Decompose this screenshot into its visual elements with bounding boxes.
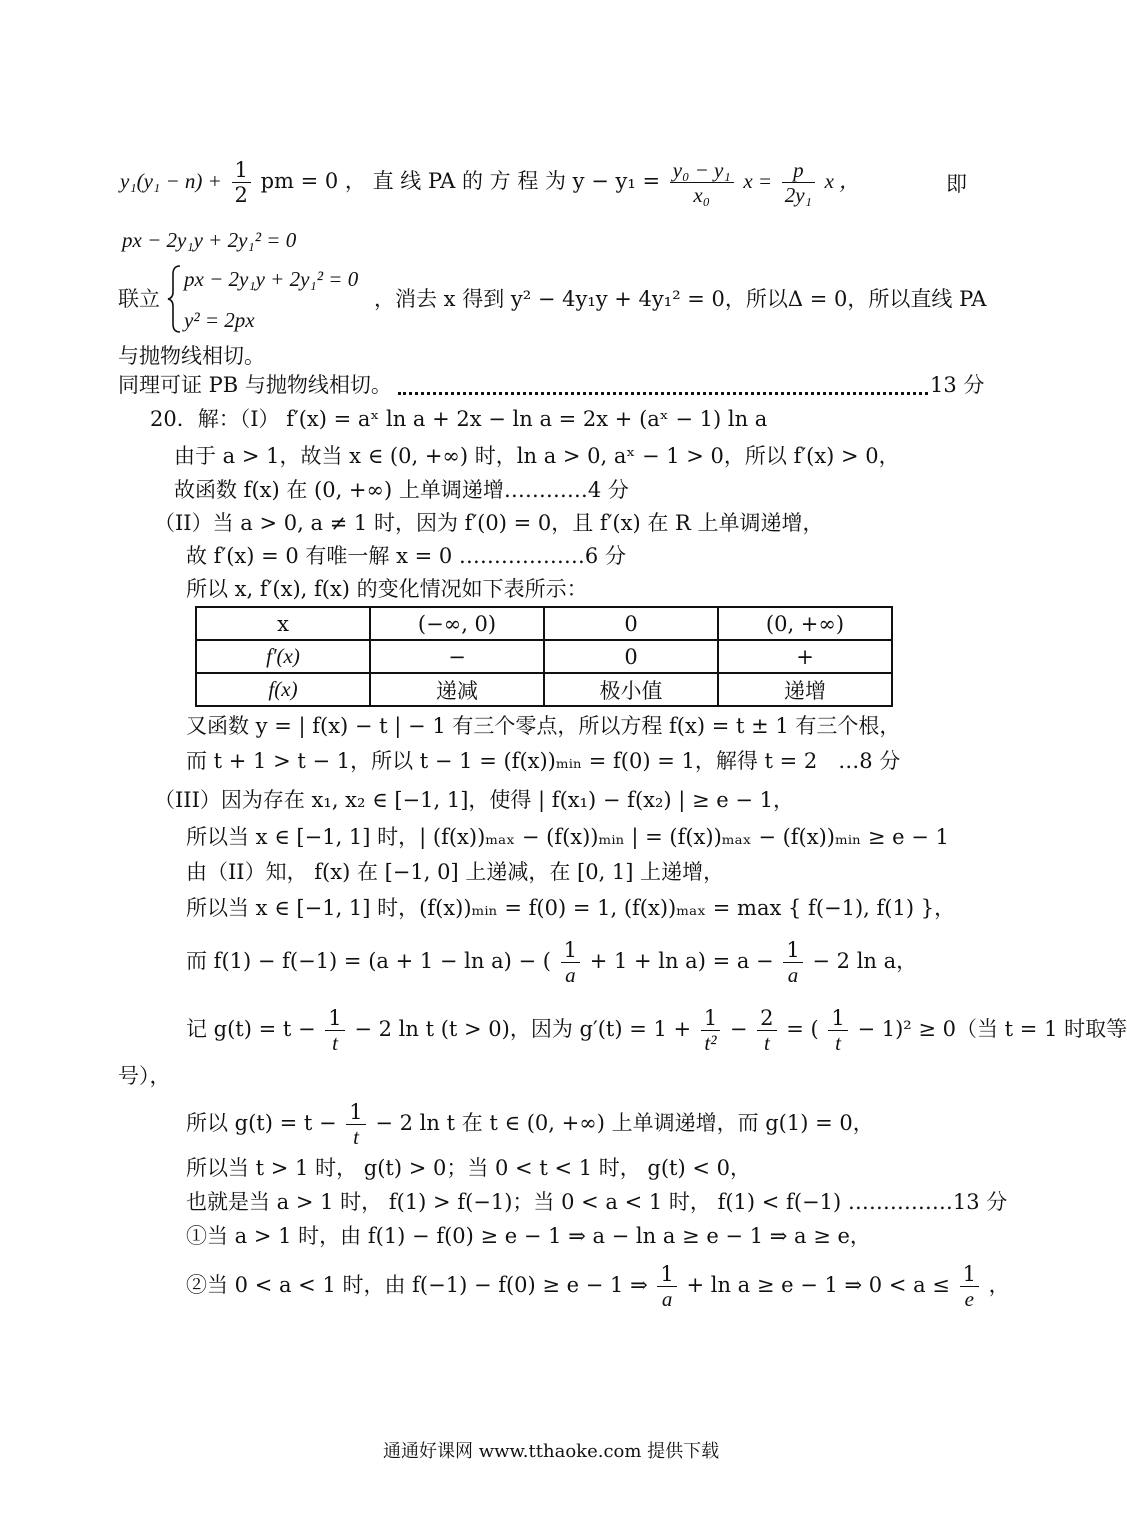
line-1: y₁(y₁ − n) + $\frac{1}{2}$ pm = 0 ， 直 线 PA 的 方 程 为 y − y₁ = $\frac{\text{y₀ − y₁}}{\text{x₀}}$ x = $\frac{p}{\text{2y₁}}$ x ， (120, 158, 861, 208)
brace-icon (166, 264, 182, 334)
table-cell: f(x) (196, 673, 370, 706)
page-footer: 通通好课网 www.tthaoke.com 提供下载 (383, 1441, 720, 1462)
line-19: 记 g(t) = t − $\frac{1}{t}$ − 2 ln t (t > 0)，因为 g′(t) = 1 + $\frac{1}{\text{t²}}$ − $\frac{2}{t}$ = ( $\frac{1}{t}$ − 1)² ≥ 0（当 t = 1 时取等 (186, 1006, 1127, 1056)
fraction: $\frac{1}{t}$ (828, 1006, 847, 1055)
eq-text: pm = 0 ， 直 线 PA 的 方 程 为 y − y₁ = (260, 169, 661, 194)
line-22: 所以当 t > 1 时， g(t) > 0；当 0 < t < 1 时， g(t) < 0， (186, 1156, 751, 1180)
system-eq-2: y² = 2px (184, 308, 255, 332)
line-6: 20．解：（I） f′(x) = aˣ ln a + 2x − ln a = 2x + (aˣ − 1) ln a (150, 407, 768, 431)
fraction: $\frac{1}{\text{t²}}$ (701, 1006, 720, 1055)
table-cell: 递减 (370, 673, 544, 706)
dotted-leader (398, 392, 928, 395)
variation-table (195, 606, 893, 707)
line-21: 所以 g(t) = t − $\frac{1}{t}$ − 2 ln t 在 t ∈ (0, +∞) 上单调递增，而 g(1) = 0， (186, 1100, 874, 1150)
fraction: $\frac{1}{a}$ (561, 938, 580, 987)
line-11: 所以 x, f′(x), f(x) 的变化情况如下表所示： (186, 577, 588, 601)
line-3-rest: ，消去 x 得到 y² − 4y₁y + 4y₁² = 0，所以Δ = 0，所以直线 PA (374, 287, 987, 311)
table-cell: − (370, 640, 544, 673)
line-4: 与抛物线相切。 (118, 344, 265, 368)
fraction-p: $\frac{p}{\text{2y₁}}$ (782, 158, 815, 207)
line-2: px − 2y₁y + 2y₁² = 0 (122, 228, 297, 252)
line-7: 由于 a > 1，故当 x ∈ (0, +∞) 时，ln a > 0, aˣ − 1 > 0，所以 f′(x) > 0， (174, 444, 900, 468)
line-3-lianli: 联立 (118, 287, 160, 311)
system-eq-1: px − 2y₁y + 2y₁² = 0 (184, 267, 359, 291)
fraction: $\frac{1}{e}$ (960, 1262, 979, 1311)
line-25: ②当 0 < a < 1 时，由 f(−1) − f(0) ≥ e − 1 ⇒ $\frac{1}{a}$ + ln a ≥ e − 1 ⇒ 0 < a ≤ $\frac{1}{e}$ ， (186, 1262, 1010, 1312)
table-cell: 递增 (718, 673, 892, 706)
table-cell: 极小值 (544, 673, 718, 706)
line-24: ①当 a > 1 时，由 f(1) − f(0) ≥ e − 1 ⇒ a − ln a ≥ e − 1 ⇒ a ≥ e， (186, 1224, 871, 1248)
fraction-slope: $\frac{\text{y₀ − y₁}}{\text{x₀}}$ (670, 158, 734, 207)
eq-text: y₁(y₁ − n) + (120, 169, 222, 194)
line-1-ji: 即 (946, 172, 967, 196)
table-cell: (−∞, 0) (370, 607, 544, 640)
line-17: 所以当 x ∈ [−1, 1] 时，(f(x))ₘᵢₙ = f(0) = 1, (f(x))ₘₐₓ = max { f(−1), f(1) }， (186, 896, 956, 920)
line-18: 而 f(1) − f(−1) = (a + 1 − ln a) − ( $\frac{1}{a}$ + 1 + ln a) = a − $\frac{1}{a}$ − 2 ln a， (186, 938, 918, 988)
table-cell: f′(x) (196, 640, 370, 673)
line-5-score: 13 分 (930, 373, 985, 397)
line-13: 而 t + 1 > t − 1，所以 t − 1 = (f(x))ₘᵢₙ = f(0) = 1，解得 t = 2 …8 分 (186, 749, 901, 773)
fraction: $\frac{1}{t}$ (346, 1100, 365, 1149)
line-5: 同理可证 PB 与抛物线相切。 (118, 373, 392, 397)
fraction-half: $\frac{1}{2}$ (232, 158, 251, 207)
table-row (196, 640, 892, 673)
line-15: 所以当 x ∈ [−1, 1] 时，| (f(x))ₘₐₓ − (f(x))ₘᵢₙ | = (f(x))ₘₐₓ − (f(x))ₘᵢₙ ≥ e − 1 (186, 825, 949, 849)
line-12: 又函数 y = | f(x) − t | − 1 有三个零点，所以方程 f(x) = t ± 1 有三个根， (186, 714, 901, 738)
table-cell: (0, +∞) (718, 607, 892, 640)
table-cell: + (718, 640, 892, 673)
line-10: 故 f′(x) = 0 有唯一解 x = 0 ………………6 分 (186, 544, 626, 568)
line-20: 号）， (118, 1064, 171, 1088)
table-cell: 0 (544, 640, 718, 673)
fraction: $\frac{2}{t}$ (757, 1006, 776, 1055)
table-cell: x (196, 607, 370, 640)
line-16: 由（II）知， f(x) 在 [−1, 0] 上递减，在 [0, 1] 上递增， (186, 860, 725, 884)
line-23: 也就是当 a > 1 时， f(1) > f(−1)；当 0 < a < 1 时， f(1) < f(−1) ……………13 分 (186, 1190, 1008, 1214)
line-14: （III）因为存在 x₁, x₂ ∈ [−1, 1]，使得 | f(x₁) − f(x₂) | ≥ e − 1， (154, 788, 795, 812)
line-9: （II）当 a > 0, a ≠ 1 时，因为 f′(0) = 0，且 f′(x) 在 R 上单调递增， (154, 511, 824, 535)
table-row (196, 673, 892, 706)
fraction: $\frac{1}{a}$ (783, 938, 802, 987)
fraction: $\frac{1}{a}$ (657, 1262, 676, 1311)
table-row (196, 607, 892, 640)
line-8: 故函数 f(x) 在 (0, +∞) 上单调递增…………4 分 (174, 478, 629, 502)
table-cell: 0 (544, 607, 718, 640)
fraction: $\frac{1}{t}$ (325, 1006, 344, 1055)
